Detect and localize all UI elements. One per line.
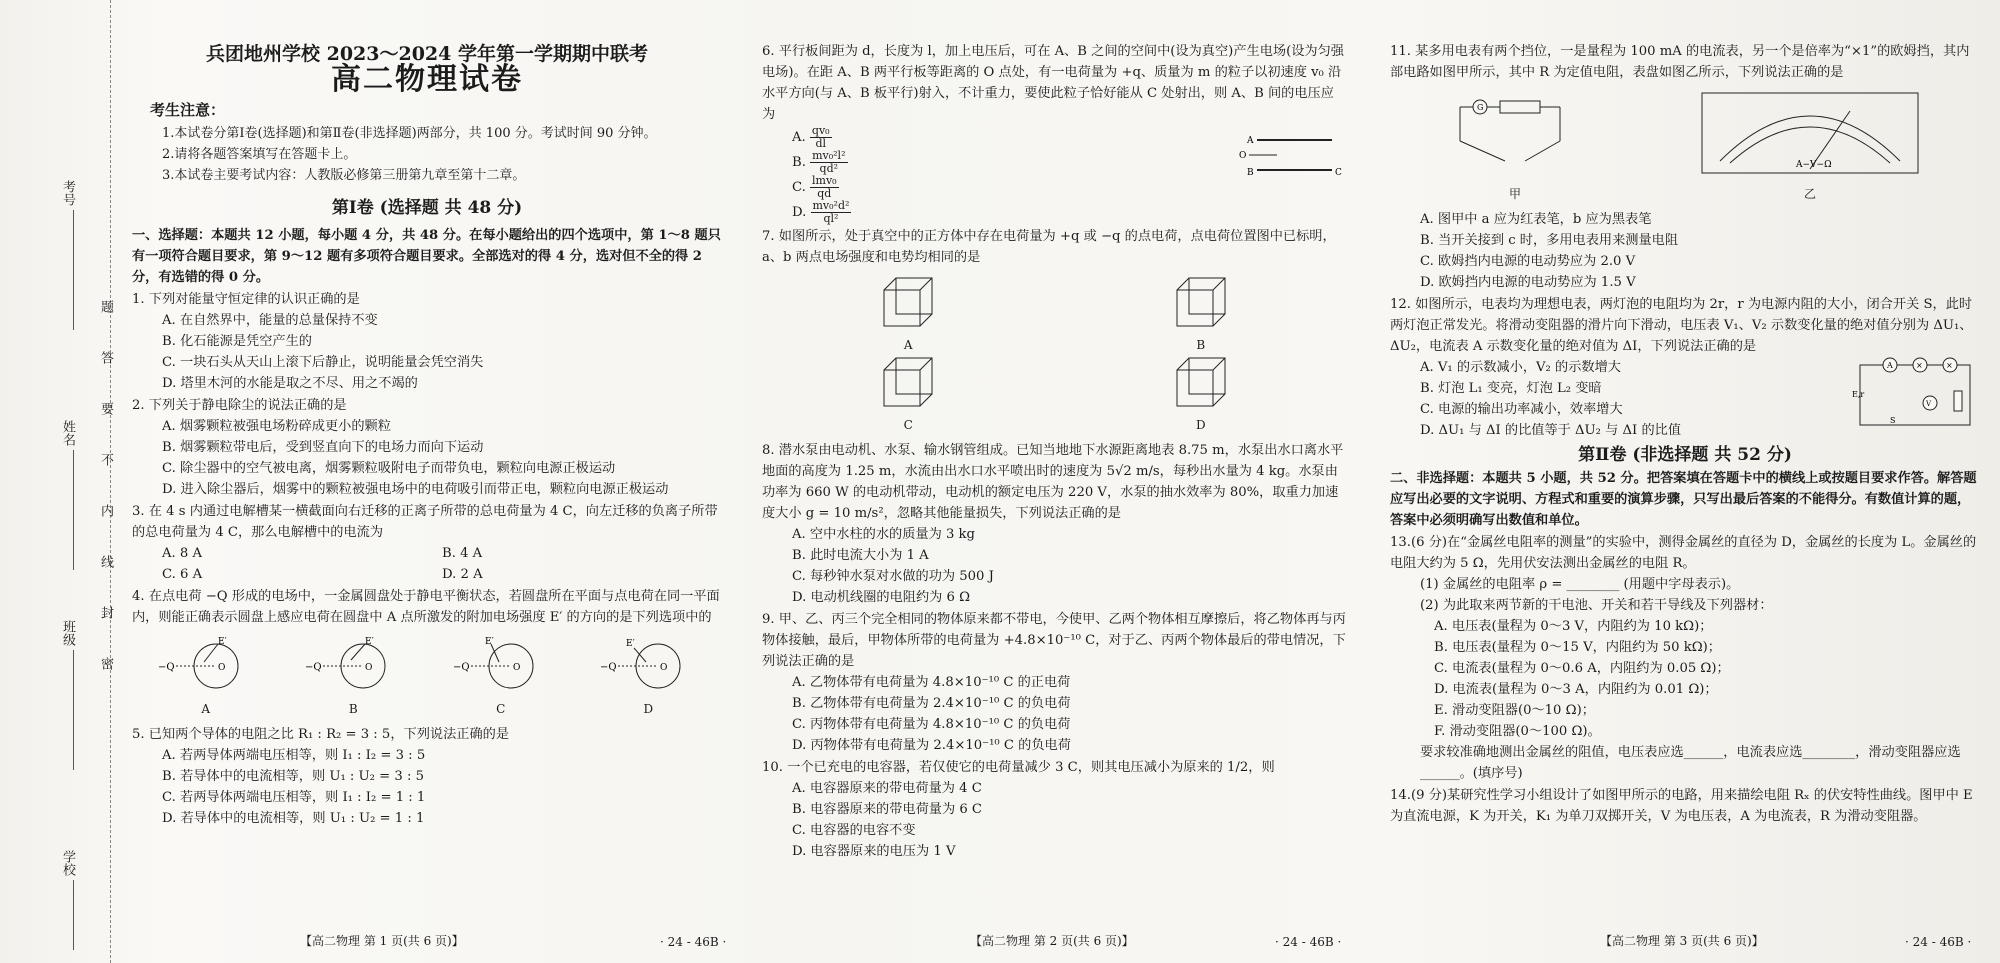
q7-label: B <box>1196 338 1206 352</box>
numerator: mv₀²d² <box>812 199 850 212</box>
denominator: dl <box>815 137 827 150</box>
exam-no-label: 考号 <box>60 180 75 206</box>
svg-text:O: O <box>1239 151 1247 161</box>
q4-diagram <box>598 636 698 720</box>
svg-text:A: A <box>1247 136 1254 146</box>
name-label: 姓名 <box>60 420 75 446</box>
q6-body <box>762 125 1347 225</box>
cube-diagram <box>878 276 938 328</box>
option: A. 乙物体带有电荷量为 4.8×10⁻¹⁰ C 的正电荷 <box>792 675 1071 690</box>
option: A. 若两导体两端电压相等，则 I₁ : I₂ = 3 : 5 <box>162 748 426 763</box>
question-1: 1. 下列对能量守恒定律的认识正确的是 <box>132 292 360 307</box>
page3-footer: 【高二物理 第 3 页(共 6 页)】 <box>1600 934 1764 948</box>
options-grid <box>162 543 722 585</box>
section1-instructions: 一、选择题：本题共 12 小题，每小题 4 分，共 48 分。在每小题给出的四个选项中，第 1～8 题只有一项符合题目要求，第 9～12 题有多项符合题目要求。全部选对的得 4 分，选对但不全的得 2 分，有选错的得 0 分。 <box>132 228 721 285</box>
option: D. 丙物体带有电荷量为 2.4×10⁻¹⁰ C 的负电荷 <box>792 738 1071 753</box>
name-line <box>73 450 74 570</box>
svg-text:−Q: −Q <box>305 662 322 673</box>
q7-label: A <box>903 338 913 352</box>
svg-text:E′: E′ <box>217 637 227 647</box>
question-3: 3. 在 4 s 内通过电解槽某一横截面向右迁移的正离子所带的总电荷量为 4 C，向左迁移的负离子所带的总电荷量为 4 C，那么电解槽中的电流为 <box>132 504 718 540</box>
option: B. 电容器原来的带电荷量为 6 C <box>792 802 983 817</box>
q7-label: C <box>903 418 913 432</box>
fraction <box>811 200 852 225</box>
numerator: mv₀²l² <box>812 149 846 162</box>
question-11: 11. 某多用电表有两个挡位，一是量程为 100 mA 的电流表，另一个是倍率为“×1”的欧姆挡，其内部电路如图甲所示，其中 R 为定值电阻，表盘如图乙所示，下列说法正确的是 <box>1390 44 1970 80</box>
option <box>792 175 1237 200</box>
option: D. ΔU₁ 与 ΔI 的比值等于 ΔU₂ 与 ΔI 的比值 <box>1420 423 1682 438</box>
q4-figure <box>132 636 722 720</box>
svg-text:S: S <box>1890 416 1896 425</box>
q7-diagram <box>1055 276 1348 356</box>
page-2 <box>762 40 1347 862</box>
q13-part2: (2) 为此取来两节新的干电池、开关和若干导线及下列器材： <box>1420 598 1773 613</box>
q7-figure <box>762 276 1347 436</box>
svg-text:O: O <box>512 663 521 673</box>
denominator: qd² <box>819 162 839 175</box>
question-9: 9. 甲、乙、丙三个完全相同的物体原来都不带电，今使甲、乙两个物体相互摩擦后，将乙物体再与丙物体接触，最后，甲物体所带的电荷量为 +4.8×10⁻¹⁰ C，对于乙、丙两个物体最后的带电情况，下列说法正确的是 <box>762 612 1346 669</box>
question-6: 6. 平行板间距为 d，长度为 l，加上电压后，可在 A、B 之间的空间中(设为真空)产生电场(设为匀强电场)。在距 A、B 两平行板等距离的 O 点处，有一电荷量为 +q、质量为 m 的粒子以初速度 v₀ 沿水平方向(与 A、B 板平行)射入，不计重力，要使此粒子恰好能从 C 处射出，则 A、B 间的电压应为 <box>762 44 1344 122</box>
option: B. 化石能源是凭空产生的 <box>162 334 312 349</box>
q6-options <box>762 125 1237 225</box>
question-12: 12. 如图所示，电表均为理想电表，两灯泡的电阻均为 2r，r 为电源内阻的大小，闭合开关 S，此时两灯泡正常发光。将滑动变阻器的滑片向下滑动，电压表 V₁、V₂ 示数变化量的绝对值分别为 ΔU₁、ΔU₂，电流表 A 示数变化量的绝对值为 ΔI，下列说法正确的是 <box>1390 297 1973 354</box>
option: C. 每秒钟水泵对水做的功为 500 J <box>792 569 994 584</box>
denominator: ql² <box>823 212 839 225</box>
question-7: 7. 如图所示，处于真空中的正方体中存在电荷量为 +q 或 −q 的点电荷，点电荷位置图中已标明，a、b 两点电场强度和电势均相同的是 <box>762 229 1336 265</box>
option: B. 灯泡 L₁ 变亮，灯泡 L₂ 变暗 <box>1420 381 1602 396</box>
question-10: 10. 一个已充电的电容器，若仅使它的电荷量减少 3 C，则其电压减小为原来的 1/2，则 <box>762 760 1275 775</box>
cube-diagram <box>1171 276 1231 328</box>
page-3 <box>1390 40 1980 827</box>
svg-text:V: V <box>1926 400 1932 408</box>
svg-text:O: O <box>365 663 373 673</box>
svg-text:O: O <box>217 663 226 673</box>
option: D. 2 A <box>442 567 483 582</box>
svg-text:×: × <box>1916 361 1923 370</box>
option-label: D. <box>792 205 807 220</box>
option: B. 若导体中的电流相等，则 U₁ : U₂ = 3 : 5 <box>162 769 424 784</box>
cube-diagram <box>878 356 938 408</box>
numerator: qv₀ <box>811 124 830 137</box>
option: D. 若导体中的电流相等，则 U₁ : U₂ = 1 : 1 <box>162 811 425 826</box>
question-8: 8. 潜水泵由电动机、水泵、输水钢管组成。已知当地地下水源距离地表 8.75 m，水泵出水口离水平地面的高度为 1.25 m，水流由出水口水平喷出时的速度为 5√2 m/s，每秒出水量为 4 kg。水泵由功率为 660 W 的电动机带动，电动机的额定电压为 220 V，水泵的抽水效率为 80%，取重力加速度大小 g = 10 m/s²，忽略其他能量损失，下列说法正确的是 <box>762 443 1344 521</box>
q11-label: 乙 <box>1803 187 1816 201</box>
q11-diagram <box>1450 91 1580 205</box>
svg-text:G: G <box>1477 103 1484 112</box>
option: C. 欧姆挡内电源的电动势应为 2.0 V <box>1420 254 1636 269</box>
q4-diagram <box>156 636 256 720</box>
option <box>792 125 1237 150</box>
option: C. 6 A <box>162 567 203 582</box>
q4-label: C <box>496 702 506 716</box>
numerator: lmv₀ <box>812 174 837 187</box>
notes-title: 考生注意： <box>150 101 226 119</box>
option: A. 在自然界中，能量的总量保持不变 <box>162 313 378 328</box>
q4-diagram <box>451 636 551 720</box>
page2-code: · 24 - 46B · <box>1275 935 1342 949</box>
option: C. 若两导体两端电压相等，则 I₁ : I₂ = 1 : 1 <box>162 790 426 805</box>
option <box>792 200 1237 225</box>
q4-label: A <box>201 702 211 716</box>
q12-body <box>1390 357 1980 441</box>
class-label: 班级 <box>60 620 75 646</box>
svg-text:E′: E′ <box>484 637 494 647</box>
option: C. 电源的输出功率减小，效率增大 <box>1420 402 1623 417</box>
option: A. 烟雾颗粒被强电场粉碎成更小的颗粒 <box>162 419 391 434</box>
charge-disc-diagram <box>303 636 403 692</box>
option: A. 电容器原来的带电荷量为 4 C <box>792 781 982 796</box>
question-4: 4. 在点电荷 −Q 形成的电场中，一金属圆盘处于静电平衡状态，若圆盘所在平面与点电荷在同一平面内，则能正确表示圆盘上感应电荷在圆盘中 A 点所激发的附加电场强度 E′ 的方向的是下列选项中的 <box>132 589 720 625</box>
svg-text:E,r: E,r <box>1852 390 1865 399</box>
option: B. 烟雾颗粒带电后，受到竖直向下的电场力而向下运动 <box>162 440 484 455</box>
q11-label: 甲 <box>1508 187 1521 201</box>
meter-dial-diagram <box>1700 91 1920 177</box>
option: B. 此时电流大小为 1 A <box>792 548 929 563</box>
svg-text:−Q: −Q <box>157 662 175 673</box>
page-1 <box>132 40 722 829</box>
page2-footer: 【高二物理 第 2 页(共 6 页)】 <box>970 934 1134 948</box>
option: A. 空中水柱的水的质量为 3 kg <box>792 527 975 542</box>
svg-text:E′: E′ <box>626 639 635 649</box>
option: A. 8 A <box>162 546 203 561</box>
binding-margin <box>0 0 111 963</box>
question-2: 2. 下列关于静电除尘的说法正确的是 <box>132 398 347 413</box>
question-13: 13.(6 分)在“金属丝电阻率的测量”的实验中，测得金属丝的直径为 D，金属丝的长度为 L。金属丝的电阻大约为 5 Ω，先用伏安法测出金属丝的电阻 R。 <box>1390 535 1977 571</box>
q7-diagram <box>762 356 1055 436</box>
option: C. 丙物体带有电荷量为 4.8×10⁻¹⁰ C 的负电荷 <box>792 717 1071 732</box>
parallel-plates-diagram <box>1237 125 1347 185</box>
question-14: 14.(9 分)某研究性学习小组设计了如图甲所示的电路，用来描绘电阻 Rₓ 的伏安特性曲线。图甲中 E 为直流电源，K 为开关，K₁ 为单刀双掷开关，V 为电压表，A 为电流表，R 为滑动变阻器。 <box>1390 788 1973 824</box>
fraction <box>810 175 839 200</box>
fraction <box>810 125 832 150</box>
q7-diagram <box>762 276 1055 356</box>
option: D. 电动机线圈的电阻约为 6 Ω <box>792 590 971 605</box>
note-item: 2.请将各题答案填写在答题卡上。 <box>162 147 357 162</box>
option: B. 当开关接到 c 时，多用电表用来测量电阻 <box>1420 233 1679 248</box>
option: B. 乙物体带有电荷量为 2.4×10⁻¹⁰ C 的负电荷 <box>792 696 1071 711</box>
option-label: A. <box>792 130 806 145</box>
option-label: B. <box>792 155 806 170</box>
option: C. 电容器的电容不变 <box>792 823 916 838</box>
question-5: 5. 已知两个导体的电阻之比 R₁ : R₂ = 3 : 5，下列说法正确的是 <box>132 727 510 742</box>
charge-disc-diagram <box>451 636 551 692</box>
section2-instructions: 二、非选择题：本题共 5 小题，共 52 分。把答案填在答题卡中的横线上或按题目要求作答。解答题应写出必要的文字说明、方程式和重要的演算步骤，只写出最后答案的不能得分。有数值计算的题，答案中必须明确写出数值和单位。 <box>1390 471 1977 528</box>
equipment-item: E. 滑动变阻器(0～10 Ω)； <box>1434 703 1595 718</box>
note-item: 1.本试卷分第Ⅰ卷(选择题)和第Ⅱ卷(非选择题)两部分，共 100 分。考试时间 90 分钟。 <box>162 126 657 141</box>
q11-diagram <box>1700 91 1920 205</box>
page1-code: · 24 - 46B · <box>660 935 727 949</box>
q4-diagram <box>303 636 403 720</box>
subject-title: 高二物理试卷 <box>331 62 523 97</box>
note-item: 3.本试卷主要考试内容：人教版必修第三册第九章至第十二章。 <box>162 168 526 183</box>
equipment-item: B. 电压表(量程为 0～15 V，内阻约为 50 kΩ)； <box>1434 640 1721 655</box>
part1-title: 第Ⅰ卷 (选择题 共 48 分) <box>331 198 523 218</box>
option-label: C. <box>792 180 806 195</box>
school-label: 学校 <box>60 850 75 876</box>
equipment-item: A. 电压表(量程为 0～3 V，内阻约为 10 kΩ)； <box>1434 619 1713 634</box>
option: A. 图甲中 a 应为红表笔，b 应为黑表笔 <box>1420 212 1652 227</box>
exam-no-line <box>73 210 74 330</box>
fraction <box>810 150 847 175</box>
option: C. 一块石头从天山上滚下后静止，说明能量会凭空消失 <box>162 355 484 370</box>
multimeter-circuit-diagram <box>1450 91 1580 177</box>
part2-title: 第Ⅱ卷 (非选择题 共 52 分) <box>1578 445 1792 465</box>
class-line <box>73 650 74 770</box>
option: D. 电容器原来的电压为 1 V <box>792 844 956 859</box>
option: B. 4 A <box>442 546 483 561</box>
equipment-item: C. 电流表(量程为 0～0.6 A，内阻约为 0.05 Ω)； <box>1434 661 1730 676</box>
svg-text:−Q: −Q <box>452 662 470 673</box>
denominator: qd <box>817 187 832 200</box>
page1-footer: 【高二物理 第 1 页(共 6 页)】 <box>300 934 464 948</box>
q7-diagram <box>1055 356 1348 436</box>
svg-text:C: C <box>1335 168 1342 178</box>
lamp-circuit-diagram <box>1850 357 1980 433</box>
option: A. V₁ 的示数减小，V₂ 的示数增大 <box>1420 360 1621 375</box>
cube-diagram <box>1171 356 1231 408</box>
option: D. 塔里木河的水能是取之不尽、用之不竭的 <box>162 376 418 391</box>
equipment-item: D. 电流表(量程为 0～3 A，内阻约为 0.01 Ω)； <box>1434 682 1718 697</box>
q4-label: D <box>643 702 654 716</box>
seal-line-text: 题答要不内线封密 <box>98 300 113 708</box>
charge-disc-diagram <box>156 636 256 692</box>
q13-part1: (1) 金属丝的电阻率 ρ = ________ (用题中字母表示)。 <box>1420 577 1740 592</box>
svg-text:O: O <box>660 663 668 673</box>
option: C. 除尘器中的空气被电离，烟雾颗粒吸附电子而带负电，颗粒向电源正极运动 <box>162 461 616 476</box>
q11-figure <box>1390 91 1980 205</box>
svg-text:A−V−Ω: A−V−Ω <box>1796 160 1832 170</box>
page3-code: · 24 - 46B · <box>1905 935 1972 949</box>
charge-disc-diagram <box>598 636 698 692</box>
svg-text:E′: E′ <box>365 637 374 647</box>
svg-text:B: B <box>1247 168 1254 178</box>
svg-text:−Q: −Q <box>600 662 617 673</box>
q12-options <box>1390 357 1850 441</box>
svg-text:A: A <box>1887 361 1893 370</box>
q4-label: B <box>348 702 358 716</box>
equipment-item: F. 滑动变阻器(0～100 Ω)。 <box>1434 724 1601 739</box>
school-title: 兵团地州学校 2023～2024 学年第一学期期中联考 <box>206 43 648 65</box>
svg-text:×: × <box>1946 361 1953 370</box>
school-line <box>73 880 74 950</box>
q7-label: D <box>1195 418 1206 432</box>
option: D. 欧姆挡内电源的电动势应为 1.5 V <box>1420 275 1636 290</box>
option <box>792 150 1237 175</box>
option: D. 进入除尘器后，烟雾中的颗粒被强电场中的电荷吸引而带正电，颗粒向电源正极运动 <box>162 482 669 497</box>
q13-part3: 要求较准确地测出金属丝的阻值，电压表应选______，电流表应选________，滑动变阻器应选______。(填序号) <box>1420 745 1961 781</box>
